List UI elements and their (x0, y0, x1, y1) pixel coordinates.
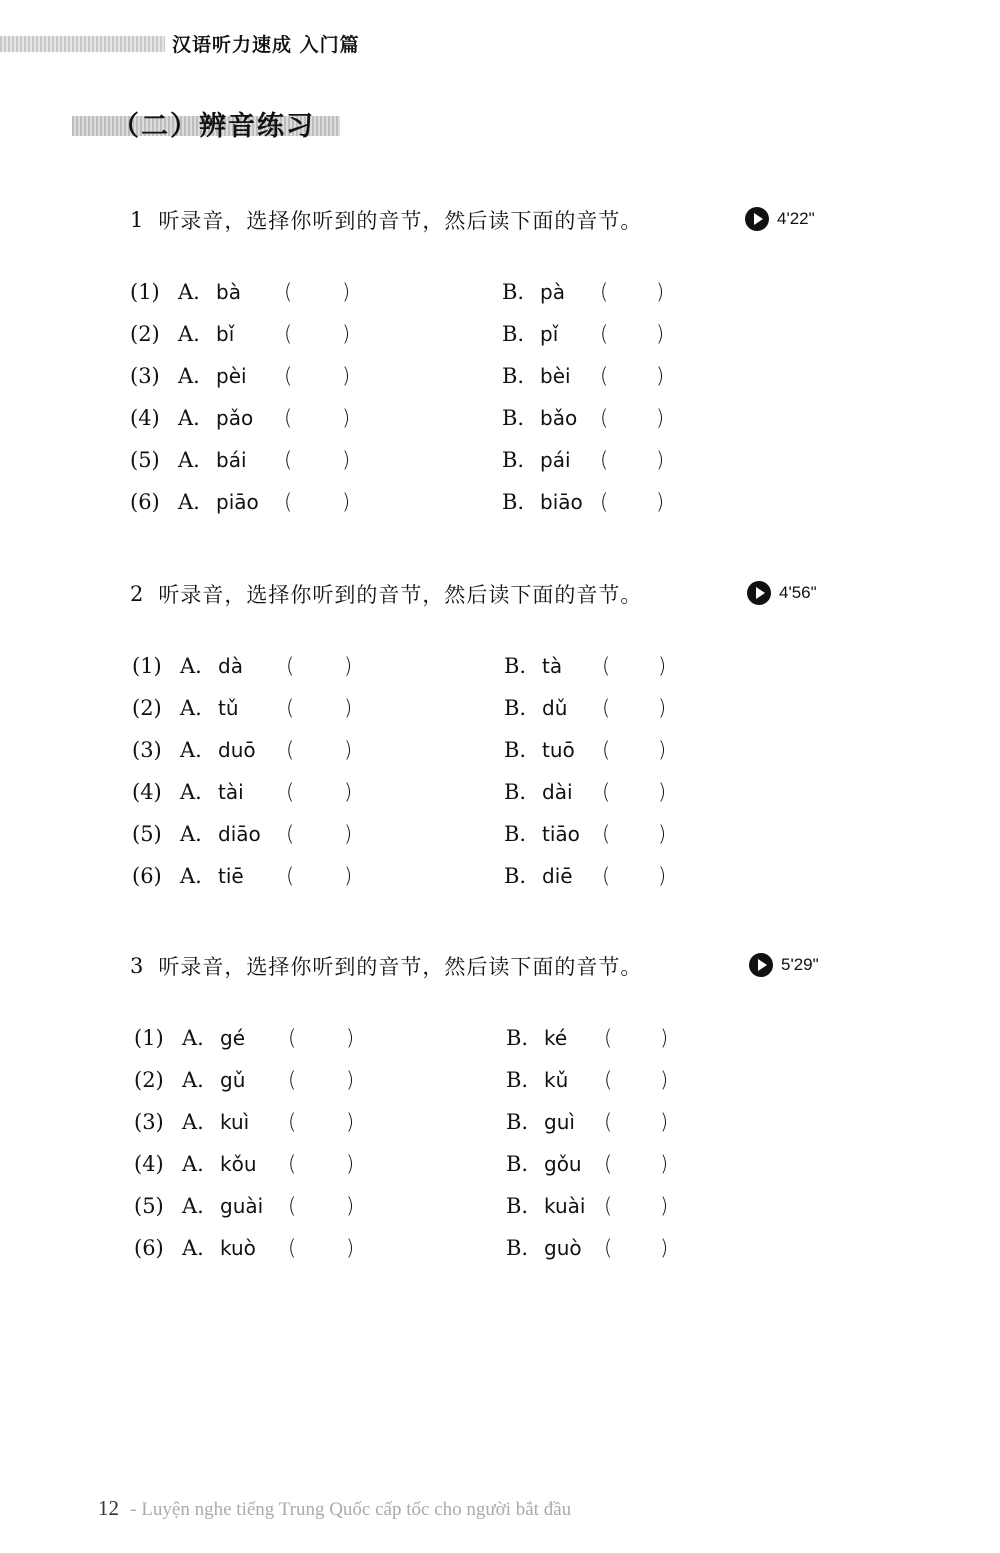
audio-timestamp[interactable] (747, 581, 817, 605)
exercise-number: 3 (130, 954, 145, 978)
option-b-label: B. (506, 1026, 529, 1050)
answer-paren-close[interactable]: ) (346, 1110, 355, 1134)
question-number: (5) (134, 1194, 164, 1218)
question-row (0, 1110, 1000, 1146)
option-b-label: B. (502, 280, 525, 304)
option-b-label: B. (504, 864, 527, 888)
option-b-syllable: tiāo (542, 822, 580, 846)
answer-paren-open[interactable]: ( (600, 448, 609, 472)
answer-paren-open[interactable]: ( (604, 1236, 613, 1260)
answer-paren-open[interactable]: ( (284, 322, 293, 346)
option-a-label: A. (182, 1026, 204, 1050)
option-b-label: B. (502, 406, 525, 430)
exercise-instruction: 听录音，选择你听到的音节，然后读下面的音节。 (158, 209, 643, 233)
question-row (0, 490, 1000, 526)
question-row (0, 448, 1000, 484)
question-row (0, 406, 1000, 442)
question-number: (3) (130, 364, 160, 388)
answer-paren-open[interactable]: ( (604, 1152, 613, 1176)
answer-paren-close[interactable]: ) (346, 1068, 355, 1092)
option-a-label: A. (182, 1152, 204, 1176)
answer-paren-close[interactable]: ) (658, 654, 667, 678)
option-b-label: B. (502, 490, 525, 514)
answer-paren-open[interactable]: ( (600, 322, 609, 346)
option-a-syllable: bái (216, 448, 247, 472)
question-number: (1) (134, 1026, 164, 1050)
option-b-syllable: dài (542, 780, 573, 804)
question-row (0, 822, 1000, 858)
answer-paren-close[interactable]: ) (346, 1236, 355, 1260)
answer-paren-open[interactable]: ( (604, 1068, 613, 1092)
answer-paren-open[interactable]: ( (602, 864, 611, 888)
audio-timestamp[interactable] (745, 207, 815, 231)
answer-paren-close[interactable]: ) (658, 738, 667, 762)
play-icon[interactable] (749, 953, 773, 977)
option-b-label: B. (504, 822, 527, 846)
answer-paren-open[interactable]: ( (602, 654, 611, 678)
option-a-label: A. (182, 1068, 204, 1092)
page-footer (98, 1496, 571, 1521)
answer-paren-open[interactable]: ( (604, 1110, 613, 1134)
question-row (0, 864, 1000, 900)
question-row (0, 364, 1000, 400)
option-a-syllable: tiē (218, 864, 244, 888)
answer-paren-open[interactable]: ( (602, 738, 611, 762)
option-a-label: A. (182, 1194, 204, 1218)
option-b-label: B. (502, 322, 525, 346)
question-row (0, 696, 1000, 732)
option-b-label: B. (506, 1194, 529, 1218)
answer-paren-close[interactable]: ) (346, 1026, 355, 1050)
question-number: (2) (134, 1068, 164, 1092)
option-b-syllable: kǔ (544, 1068, 569, 1092)
answer-paren-open[interactable]: ( (600, 490, 609, 514)
answer-paren-close[interactable]: ) (344, 738, 353, 762)
question-number: (3) (134, 1110, 164, 1134)
question-row (0, 1194, 1000, 1230)
option-b-syllable: tà (542, 654, 563, 678)
answer-paren-open[interactable]: ( (288, 1068, 297, 1092)
option-b-label: B. (506, 1236, 529, 1260)
answer-paren-close[interactable]: ) (658, 822, 667, 846)
answer-paren-open[interactable]: ( (288, 1236, 297, 1260)
audio-time: 5'29" (781, 955, 819, 974)
option-b-syllable: pǐ (540, 322, 559, 346)
play-icon[interactable] (745, 207, 769, 231)
option-b-syllable: pà (540, 280, 565, 304)
answer-paren-open[interactable]: ( (286, 654, 295, 678)
option-a-syllable: dà (218, 654, 243, 678)
answer-paren-open[interactable]: ( (602, 780, 611, 804)
option-b-label: B. (504, 738, 527, 762)
answer-paren-close[interactable]: ) (660, 1110, 669, 1134)
option-a-syllable: kuò (220, 1236, 256, 1260)
answer-paren-close[interactable]: ) (656, 322, 665, 346)
option-b-label: B. (504, 654, 527, 678)
answer-paren-open[interactable]: ( (284, 280, 293, 304)
answer-paren-close[interactable]: ) (660, 1152, 669, 1176)
play-icon[interactable] (747, 581, 771, 605)
option-a-label: A. (180, 738, 202, 762)
answer-paren-open[interactable]: ( (288, 1110, 297, 1134)
answer-paren-close[interactable]: ) (344, 696, 353, 720)
option-a-syllable: kuì (220, 1110, 250, 1134)
question-row (0, 1152, 1000, 1188)
option-b-syllable: gǒu (544, 1152, 582, 1176)
answer-paren-close[interactable]: ) (344, 864, 353, 888)
option-a-syllable: gǔ (220, 1068, 246, 1092)
answer-paren-close[interactable]: ) (660, 1068, 669, 1092)
question-number: (1) (130, 280, 160, 304)
header-decoration (0, 36, 165, 52)
option-b-label: B. (502, 448, 525, 472)
answer-paren-close[interactable]: ) (344, 780, 353, 804)
answer-paren-open[interactable]: ( (288, 1152, 297, 1176)
answer-paren-open[interactable]: ( (600, 364, 609, 388)
exercise-heading (130, 946, 642, 986)
footer-subtitle: - Luyện nghe tiếng Trung Quốc cấp tốc cho người bắt đầu (130, 1499, 572, 1520)
option-b-syllable: guì (544, 1110, 575, 1134)
answer-paren-close[interactable]: ) (660, 1236, 669, 1260)
option-a-label: A. (178, 364, 200, 388)
answer-paren-close[interactable]: ) (344, 822, 353, 846)
option-b-label: B. (504, 696, 527, 720)
option-b-syllable: diē (542, 864, 573, 888)
option-a-label: A. (180, 654, 202, 678)
answer-paren-open[interactable]: ( (286, 822, 295, 846)
book-title: 汉语听力速成 入门篇 (172, 34, 360, 56)
audio-time: 4'22" (777, 209, 815, 228)
option-b-syllable: ké (544, 1026, 568, 1050)
answer-paren-open[interactable]: ( (286, 696, 295, 720)
option-a-syllable: pǎo (216, 406, 254, 430)
answer-paren-open[interactable]: ( (602, 822, 611, 846)
question-number: (6) (130, 490, 160, 514)
question-number: (3) (132, 738, 162, 762)
option-b-syllable: tuō (542, 738, 575, 762)
option-a-syllable: diāo (218, 822, 261, 846)
answer-paren-open[interactable]: ( (600, 406, 609, 430)
answer-paren-close[interactable]: ) (656, 364, 665, 388)
option-a-label: A. (180, 696, 202, 720)
option-a-syllable: gé (220, 1026, 245, 1050)
exercise-heading (130, 200, 642, 240)
answer-paren-open[interactable]: ( (284, 364, 293, 388)
option-b-label: B. (506, 1152, 529, 1176)
option-a-label: A. (180, 864, 202, 888)
option-a-label: A. (180, 780, 202, 804)
answer-paren-open[interactable]: ( (286, 864, 295, 888)
option-a-syllable: bà (216, 280, 241, 304)
option-a-syllable: kǒu (220, 1152, 257, 1176)
answer-paren-close[interactable]: ) (658, 864, 667, 888)
option-b-syllable: biāo (540, 490, 583, 514)
answer-paren-open[interactable]: ( (288, 1194, 297, 1218)
option-a-label: A. (178, 448, 200, 472)
option-a-label: A. (182, 1236, 204, 1260)
option-b-syllable: bǎo (540, 406, 578, 430)
answer-paren-open[interactable]: ( (284, 406, 293, 430)
exercise-number: 2 (130, 582, 145, 606)
question-number: (4) (132, 780, 162, 804)
option-b-label: B. (502, 364, 525, 388)
answer-paren-open[interactable]: ( (288, 1026, 297, 1050)
question-row (0, 1068, 1000, 1104)
question-row (0, 780, 1000, 816)
option-b-label: B. (504, 780, 527, 804)
option-a-label: A. (178, 322, 200, 346)
answer-paren-open[interactable]: ( (604, 1194, 613, 1218)
question-row (0, 322, 1000, 358)
answer-paren-close[interactable]: ) (342, 490, 351, 514)
answer-paren-open[interactable]: ( (286, 780, 295, 804)
answer-paren-close[interactable]: ) (656, 490, 665, 514)
audio-timestamp[interactable] (749, 953, 819, 977)
option-b-syllable: bèi (540, 364, 571, 388)
answer-paren-open[interactable]: ( (604, 1026, 613, 1050)
option-b-syllable: guò (544, 1236, 582, 1260)
option-a-syllable: bǐ (216, 322, 235, 346)
option-a-syllable: pèi (216, 364, 247, 388)
answer-paren-close[interactable]: ) (656, 280, 665, 304)
question-row (0, 1026, 1000, 1062)
option-a-label: A. (178, 490, 200, 514)
answer-paren-close[interactable]: ) (342, 448, 351, 472)
question-row (0, 280, 1000, 316)
exercise-heading (130, 574, 642, 614)
answer-paren-close[interactable]: ) (346, 1194, 355, 1218)
option-b-syllable: pái (540, 448, 571, 472)
question-number: (6) (134, 1236, 164, 1260)
answer-paren-close[interactable]: ) (342, 406, 351, 430)
option-a-label: A. (180, 822, 202, 846)
answer-paren-close[interactable]: ) (346, 1152, 355, 1176)
audio-time: 4'56" (779, 583, 817, 602)
page-number: 12 (98, 1496, 119, 1520)
question-row (0, 654, 1000, 690)
answer-paren-open[interactable]: ( (286, 738, 295, 762)
answer-paren-close[interactable]: ) (660, 1194, 669, 1218)
question-number: (4) (130, 406, 160, 430)
question-number: (5) (132, 822, 162, 846)
question-number: (1) (132, 654, 162, 678)
option-a-syllable: tǔ (218, 696, 239, 720)
answer-paren-open[interactable]: ( (602, 696, 611, 720)
answer-paren-close[interactable]: ) (342, 322, 351, 346)
option-a-syllable: guài (220, 1194, 264, 1218)
option-a-label: A. (178, 280, 200, 304)
answer-paren-close[interactable]: ) (658, 696, 667, 720)
option-a-syllable: tài (218, 780, 244, 804)
question-row (0, 738, 1000, 774)
answer-paren-open[interactable]: ( (284, 490, 293, 514)
answer-paren-close[interactable]: ) (656, 406, 665, 430)
answer-paren-close[interactable]: ) (660, 1026, 669, 1050)
answer-paren-open[interactable]: ( (600, 280, 609, 304)
section-title: （二）辨音练习 (112, 111, 315, 142)
exercise-number: 1 (130, 208, 145, 232)
question-row (0, 1236, 1000, 1272)
option-b-syllable: kuài (544, 1194, 586, 1218)
exercise-instruction: 听录音，选择你听到的音节，然后读下面的音节。 (158, 955, 643, 979)
exercise-instruction: 听录音，选择你听到的音节，然后读下面的音节。 (158, 583, 643, 607)
question-number: (5) (130, 448, 160, 472)
option-a-syllable: duō (218, 738, 256, 762)
answer-paren-open[interactable]: ( (284, 448, 293, 472)
option-b-label: B. (506, 1068, 529, 1092)
option-a-syllable: piāo (216, 490, 259, 514)
option-a-label: A. (178, 406, 200, 430)
question-number: (6) (132, 864, 162, 888)
option-b-label: B. (506, 1110, 529, 1134)
answer-paren-close[interactable]: ) (656, 448, 665, 472)
question-number: (2) (132, 696, 162, 720)
answer-paren-close[interactable]: ) (344, 654, 353, 678)
option-b-syllable: dǔ (542, 696, 568, 720)
question-number: (2) (130, 322, 160, 346)
option-a-label: A. (182, 1110, 204, 1134)
answer-paren-close[interactable]: ) (658, 780, 667, 804)
answer-paren-close[interactable]: ) (342, 280, 351, 304)
answer-paren-close[interactable]: ) (342, 364, 351, 388)
question-number: (4) (134, 1152, 164, 1176)
